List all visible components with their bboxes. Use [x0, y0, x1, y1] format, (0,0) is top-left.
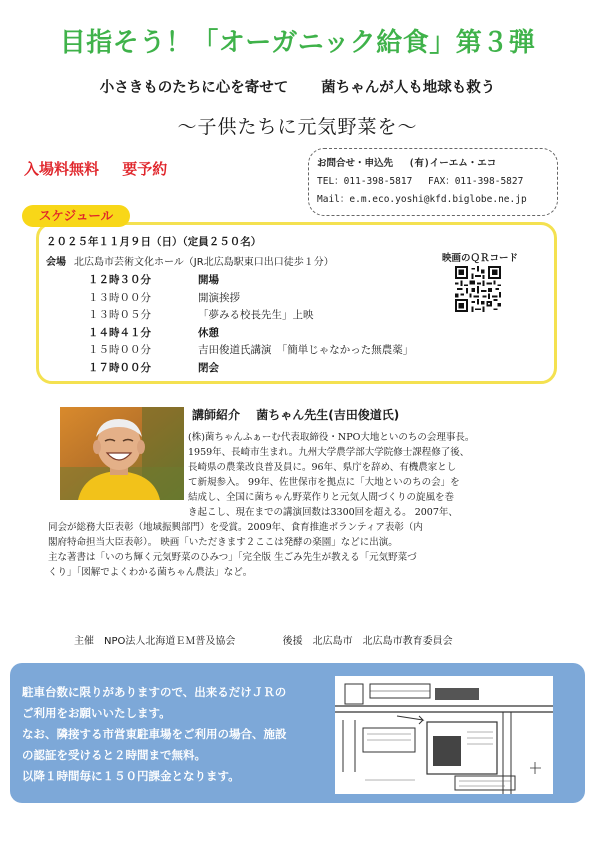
- schedule-event: 吉田俊道氏講演 「簡単じゃなかった無農薬」: [198, 344, 414, 356]
- parking-line: 以降１時間毎に１５０円課金となります。: [22, 769, 240, 783]
- bio-line: 同会が総務大臣表彰（地域振興部門）を受賞。2009年、食育推進ボランティア表彰（内: [48, 522, 423, 533]
- bio-line: き起こし、現在までの講演回数は3300回を超える。 2007年、: [188, 507, 458, 518]
- contact-box: [308, 148, 558, 216]
- schedule-event: 閉会: [198, 361, 219, 374]
- schedule-time: １５時００分: [88, 344, 151, 356]
- venue-name: 北広島市芸術文化ホール（JR北広島駅東口出口徒歩１分）: [74, 257, 334, 268]
- supporting-organizations: 後援 北広島市 北広島市教育委員会: [282, 636, 453, 647]
- parking-notice: [22, 682, 322, 787]
- schedule-event: 開演挨拶: [198, 291, 240, 304]
- contact-fax: FAX：011-398-5827: [428, 176, 524, 187]
- schedule-event: 開場: [198, 274, 219, 286]
- subtitle: [0, 76, 595, 97]
- event-date: ２０２５年１１月９日（日）（定員２５０名）: [46, 236, 262, 248]
- bio-line: て新規参入。 99年、佐世保市を拠点に「大地といのちの会」を: [188, 477, 460, 488]
- qr-label: 映画のＱＲコード: [442, 253, 519, 264]
- contact-mail: Mail：e.m.eco.yoshi@kfd.biglobe.ne.jp: [317, 194, 527, 205]
- host-organization: 主催 NPO法人北海道ＥＭ普及協会: [74, 636, 236, 647]
- speaker-heading-label: 講師紹介: [192, 408, 241, 422]
- speaker-heading: [192, 406, 399, 423]
- speaker-name: 菌ちゃん先生(吉田俊道氏): [256, 408, 400, 422]
- schedule-event: 「夢みる校長先生」上映: [198, 309, 314, 321]
- reservation-required: 要予約: [122, 160, 168, 178]
- bio-line: 結成し、全国に菌ちゃん野菜作りと元気人間づくりの旋風を巻: [188, 492, 455, 503]
- bio-line: くり」「図解でよくわかる菌ちゃん農法」など。: [48, 567, 253, 578]
- venue-label: 会場: [46, 257, 66, 268]
- parking-line: 駐車台数に限りがありますので、出来るだけＪＲの: [22, 685, 287, 699]
- admission-fee: 入場料無料: [24, 160, 100, 178]
- schedule-time: １４時４１分: [88, 326, 151, 339]
- schedule-time: １３時００分: [88, 291, 151, 304]
- movie-qr-code[interactable]: [455, 266, 501, 312]
- sponsors: [74, 632, 453, 647]
- schedule-time: １７時００分: [88, 361, 151, 374]
- subtitle-part-a: 小さきものたちに心を寄せて: [99, 79, 289, 96]
- bio-line: 主な著書は「いのち輝く元気野菜のひみつ」「完全版 生ごみ先生が教える「元気野菜づ: [48, 552, 417, 563]
- bio-line: 長崎県の農業改良普及員に。96年、県庁を辞め、有機農家とし: [188, 462, 457, 473]
- subtitle-part-b: 菌ちゃんが人も地球も救う: [321, 79, 496, 96]
- contact-label: お問合せ・申込先: [317, 158, 394, 169]
- schedule-time: １２時３０分: [88, 274, 151, 286]
- contact-tel: TEL：011-398-5817: [317, 176, 413, 187]
- bio-line: (株)菌ちゃんふぁーむ代表取締役・NPO大地といのちの会理事長。: [188, 432, 475, 443]
- parking-line: なお、隣接する市営東駐車場をご利用の場合、施設: [22, 727, 287, 741]
- tagline: ～子供たちに元気野菜を～: [177, 116, 418, 138]
- speaker-bio: [48, 430, 560, 580]
- event-venue: [46, 253, 334, 268]
- contact-org: (有)イーエム・エコ: [408, 158, 497, 169]
- schedule-label: スケジュール: [22, 205, 130, 227]
- flyer-title: 目指そう！「オーガニック給食」第３弾: [59, 28, 536, 58]
- venue-map: [335, 676, 553, 794]
- bio-line: 1959年、長崎市生まれ。九州大学農学部大学院修士課程修了後、: [188, 447, 470, 458]
- bio-line: 閣府特命担当大臣表彰）。 映画「いただきます２ここは発酵の楽園」などに出演。: [48, 537, 398, 548]
- admission-notice: [24, 158, 167, 179]
- parking-line: の認証を受けると２時間まで無料。: [22, 748, 206, 762]
- schedule-event: 休憩: [198, 326, 219, 339]
- schedule-time: １３時０５分: [88, 309, 151, 321]
- parking-line: ご利用をお願いいたします。: [22, 706, 171, 720]
